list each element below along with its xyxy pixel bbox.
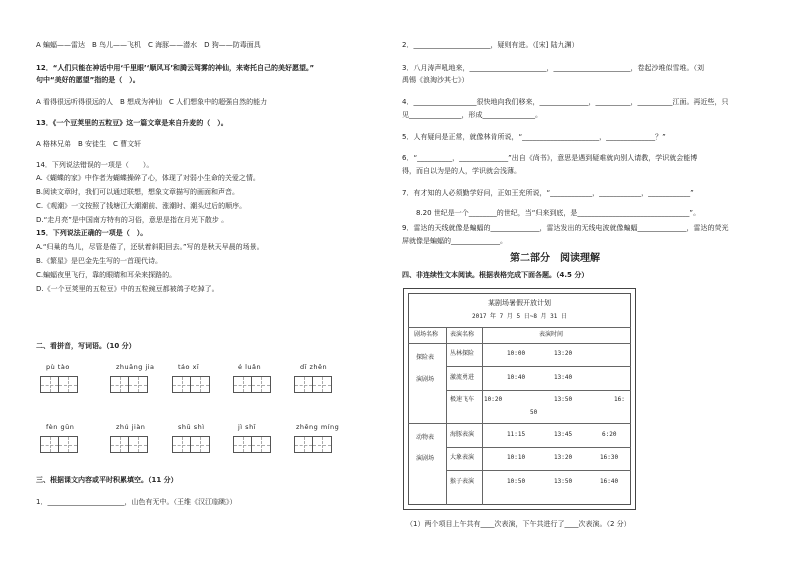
show-time: 10:50	[507, 478, 526, 485]
q12-options: A 看得很远听得很远的人 B 想成为神仙 C 人们想象中的超强自然的能力	[36, 98, 268, 106]
fill-9-line2: 屏就像是蝙蝠的______________。	[402, 237, 507, 245]
show-time: 16:30	[600, 454, 619, 461]
pinyin-2-3: shū shì	[178, 423, 205, 431]
show-time: 13:50	[554, 478, 573, 485]
q13-options: A 格林兄弟 B 安徒生 C 曹文轩	[36, 140, 142, 148]
q14-option-b: B.阅读文章时，我们可以通过联想，想象文章描写的画面和声音。	[36, 188, 240, 196]
show-time: 13:45	[554, 431, 573, 438]
hall-1-line1: 探险表	[416, 354, 435, 361]
pinyin-2-4: jì shī	[238, 423, 256, 431]
fill-7: 7．有才知的人必须勤学好问，正如王充所说，“____________，____________，____________”	[402, 189, 694, 197]
show-time: 10:40	[507, 374, 526, 381]
show-time: 10:00	[507, 350, 526, 357]
q15-option-b: B.《繁星》是巴金先生写的一首现代诗。	[36, 257, 163, 265]
writing-grid[interactable]	[110, 436, 148, 453]
q15-option-c: C.蝙蝠夜里飞行，靠的眼睛和耳朵来探路的。	[36, 271, 177, 279]
show-time: 11:15	[507, 431, 526, 438]
pinyin-1-2: zhuāng jia	[116, 363, 155, 371]
fill-3-line1: 3．八月涛声吼地来，______________________，______________________，卷起沙堆似雪堆。（刘	[402, 64, 704, 72]
pinyin-2-2: zhú jiàn	[116, 423, 146, 431]
schedule-title: 某剧场暑假开放计划	[488, 299, 551, 307]
q15-option-d: D.《一个豆荚里的五粒豆》中的五粒豌豆都被鸽子吃掉了。	[36, 285, 219, 293]
show-time: 16:40	[600, 478, 619, 485]
writing-grid[interactable]	[172, 376, 210, 393]
fill-1: 1．______________________，山色有无中。（王维《汉江临眺》）	[36, 498, 237, 506]
fill-4-line2: 见_______________，形成_______________。	[402, 111, 542, 119]
show-time: 6:20	[602, 431, 617, 438]
writing-grid[interactable]	[294, 436, 332, 453]
show-time: 10:20	[484, 396, 503, 403]
show-time: 13:20	[554, 454, 573, 461]
q14-option-a: A.《蝴蝶的家》中作者为蝴蝶操碎了心，体现了对弱小生命的关爱之情。	[36, 174, 260, 182]
section3-title: 三、根据课文内容或平时积累填空。（11 分）	[36, 476, 178, 484]
pinyin-2-1: fèn gūn	[46, 423, 75, 431]
hall-1-line2: 演剧场	[416, 376, 435, 383]
column-show: 表演名称	[450, 331, 475, 338]
fill-9-line1: 9．雷达的天线就像是蝙蝠的______________，雷达发出的无线电波就像蝙蝠______________，雷达的荧光	[402, 224, 729, 232]
question-1: （1）两个项目上午共有____次表演，下午共进行了____次表演。（2 分）	[406, 520, 631, 528]
part2-title: 第二部分 阅读理解	[510, 253, 600, 264]
hall-2-line2: 演剧场	[416, 455, 435, 462]
hall-2-line1: 动物表	[416, 434, 435, 441]
writing-grid[interactable]	[172, 436, 210, 453]
show-name: 大象表演	[450, 454, 475, 461]
q13-line1: 13．《一个豆荚里的五粒豆》这一篇文章是来自升麦的（ ）。	[36, 119, 228, 127]
fill-5: 5．人有疑问是正常，就像林肯所说，“______________________，______________？”	[402, 133, 666, 141]
show-time: 16:	[614, 396, 625, 403]
fill-2: 2．______________________，疑则有进。（[宋] 陆九渊）	[402, 41, 579, 49]
schedule-date: 2017 年 7 月 5 日~8 月 31 日	[471, 313, 568, 320]
schedule-table	[403, 288, 636, 510]
pinyin-1-1: pù tào	[46, 363, 70, 371]
q14-option-c: C.《观潮》一文按照了钱塘江大潮潮前、涨潮时、潮头过后的顺序。	[36, 202, 247, 210]
writing-grid[interactable]	[40, 436, 78, 453]
writing-grid[interactable]	[294, 376, 332, 393]
q14-option-d: D.“走月亮”是中国南方特有的习俗，意思是指在月光下散步 。	[36, 216, 229, 224]
writing-grid[interactable]	[233, 436, 271, 453]
pinyin-1-4: é luǎn	[238, 363, 262, 371]
show-name: 激流勇进	[450, 374, 475, 381]
fill-6-line1: 6．“__________，______________”出自《尚书》，意思是遇到疑难就向别人请教，学识就会能博	[402, 154, 698, 162]
show-time: 13:40	[554, 374, 573, 381]
pinyin-2-5: zhēng míng	[296, 423, 340, 431]
fill-8: 8.20 世纪是一个________的世纪，当“归来到底，是________________________________”。	[416, 209, 701, 217]
writing-grid[interactable]	[233, 376, 271, 393]
show-name: 丛林探险	[450, 350, 475, 357]
writing-grid[interactable]	[110, 376, 148, 393]
writing-grid[interactable]	[40, 376, 78, 393]
fill-6-line2: 得，而自以为是的人，学识就会浅薄。	[402, 167, 521, 175]
show-time: 13:50	[554, 396, 573, 403]
fill-4-line1: 4．__________________很快地向我们移来，______________，__________，__________江面。再近些，只	[402, 98, 729, 106]
show-time: 10:10	[507, 454, 526, 461]
show-time: 50	[530, 409, 538, 416]
show-name: 猴子表演	[450, 478, 475, 485]
show-name: 极速飞车	[450, 396, 475, 403]
q12-line1: 12．“人们只能在神话中用‘千里眼’‘顺风耳’和腾云驾雾的神仙，来寄托自己的美好愿望。”	[36, 64, 315, 72]
q15-title: 15．下列说法正确的一项是（ ）。	[36, 229, 148, 237]
q14-title: 14．下列说法错误的一项是（ ）。	[36, 161, 154, 169]
show-name: 海豚表演	[450, 431, 475, 438]
q11-options: A 蝙蝠——雷达 B 鸟儿——飞机 C 海豚——潜水 D 狗——防毒面具	[36, 41, 261, 49]
pinyin-1-5: dī zhēn	[300, 363, 328, 371]
q12-line2: 句中“美好的愿望”指的是（ ）。	[36, 76, 140, 84]
column-time: 表演时间	[539, 331, 564, 338]
column-hall: 剧场名称	[414, 331, 439, 338]
section2-title: 二、看拼音，写词语。（10 分）	[36, 342, 136, 350]
q15-option-a: A.“归巢的鸟儿，尽管是倦了，还驮着斜阳回去。”写的是秋天早晨的场景。	[36, 243, 264, 251]
pinyin-1-3: táo xī	[178, 363, 200, 371]
fill-3-line2: 禹锡《浪淘沙其七》）	[402, 76, 469, 84]
show-time: 13:20	[554, 350, 573, 357]
section4-title: 四、非连续性文本阅读。根据表格完成下面各题。（4.5 分）	[402, 271, 589, 279]
